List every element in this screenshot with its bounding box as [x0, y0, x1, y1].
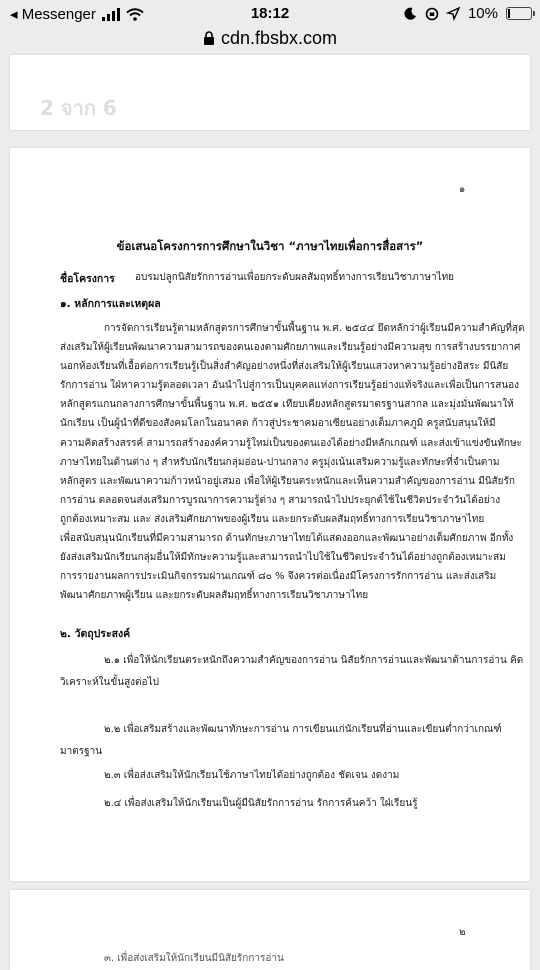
- battery-icon: [506, 7, 532, 20]
- paragraph-line: หลักสูตร และพัฒนาความก้าวหน้าอยู่เสมอ เพื่อให้ผู้เรียนตระหนักและเห็นความสำคัญของการอ่าน มีนิสัยรัก: [60, 475, 515, 487]
- moon-icon: [404, 7, 417, 20]
- clock: 18:12: [250, 5, 290, 22]
- objective-1-cont: วิเคราะห์ในขั้นสูงต่อไป: [60, 677, 159, 688]
- paragraph-line: เพื่อสนับสนุนนักเรียนที่มีความสามารถ ด้านทักษะภาษาไทยได้แสดงออกและพัฒนาอย่างเต็มศักยภาพ อีกทั้ง: [60, 533, 514, 545]
- section-1-heading: ๑. หลักการและเหตุผล: [60, 298, 161, 310]
- paragraph-line: การจัดการเรียนรู้ตามหลักสูตรการศึกษาขั้นพื้นฐาน พ.ศ. ๒๕๔๔ ยึดหลักว่าผู้เรียนมีความสำคัญที่สุด: [104, 323, 525, 334]
- paragraph-line: ยังส่งเสริมนักเรียนกลุ่มอื่นให้มีทักษะความรู้และสามารถนำไปใช้ในชีวิตประจำวันได้อย่างถูกต้องเหมาะสม: [60, 552, 506, 564]
- paragraph-line: หลักสูตรแกนกลางการศึกษาขั้นพื้นฐาน พ.ศ. ๒๕๕๑ เทียบเคียงหลักสูตรมาตรฐานสากล และมุ่งมั่นพัฒนาให้: [60, 399, 514, 411]
- page-indicator: 2 จาก 6: [40, 96, 117, 120]
- objective-2: ๒.๒ เพื่อเสริมสร้างและพัฒนาทักษะการอ่าน การเขียนแก่นักเรียนที่อ่านและเขียนต่ำกว่าเกณฑ์: [104, 724, 502, 735]
- paragraph-line: การอ่าน ตลอดจนส่งเสริมการบูรณาการความรู้ต่าง ๆ สามารถนำไปประยุกต์ใช้ในชีวิตประจำวันได้อย่าง: [60, 494, 501, 506]
- project-label: ชื่อโครงการ: [60, 273, 115, 285]
- paragraph-line: นอกห้องเรียนที่เอื้อต่อการเรียนรู้เป็นสิ่งสำคัญอย่างหนึ่งที่ส่งเสริมให้ผู้เรียนแสวงหาความรู้อย่างอิสระ มีนิสัย: [60, 361, 509, 373]
- paragraph-line: ถูกต้องเหมาะสม และ ส่งเสริมศักยภาพของผู้เรียน และยกระดับผลสัมฤทธิ์ทางการเรียนวิชาภาษาไทย: [60, 513, 485, 525]
- objective-1: ๒.๑ เพื่อให้นักเรียนตระหนักถึงความสำคัญของการอ่าน นิสัยรักการอ่านและพัฒนาด้านการอ่าน คิด: [104, 655, 524, 666]
- objective-4: ๒.๔ เพื่อส่งเสริมให้นักเรียนเป็นผู้มีนิสัยรักการอ่าน รักการค้นคว้า ใฝ่เรียนรู้: [104, 798, 418, 809]
- page-number: ๑: [459, 184, 466, 195]
- battery-percent: 10%: [467, 5, 498, 22]
- paragraph-line: นักเรียน เป็นผู้นำที่ดีของสังคมโลกในอนาคต ก้าวสู่ประชาคมอาเซียนอย่างเต็มภาคภูมิ ครูสนับสนุนให้มี: [60, 418, 496, 430]
- paragraph-line: รักการอ่าน ใฝ่หาความรู้ตลอดเวลา อันนำไปสู่การเป็นบุคคลแห่งการเรียนรู้อย่างแท้จริงและเพื่อเป็นการสนอง: [60, 380, 520, 392]
- status-bar: [0, 0, 540, 28]
- back-to-app-label[interactable]: ◂ Messenger: [10, 6, 96, 23]
- paragraph-line: ความคิดสร้างสรรค์ สามารถสร้างองค์ความรู้ใหม่เป็นของตนเองได้อย่างมีหลักเกณฑ์ และส่งเข้าแข่งขันทักษะ: [60, 437, 522, 449]
- section-1-paragraph: [60, 319, 525, 605]
- next-page-text-partial: ๓. เพื่อส่งเสริมให้นักเรียนมีนิสัยรักการอ่าน: [104, 953, 284, 964]
- project-name: อบรมปลูกนิสัยรักการอ่านเพื่อยกระดับผลสัมฤทธิ์ทางการเรียนวิชาภาษาไทย: [135, 272, 455, 283]
- section-2-heading: ๒. วัตถุประสงค์: [60, 628, 131, 640]
- objective-2-cont: มาตรฐาน: [60, 746, 103, 757]
- paragraph-line: ส่งเสริมให้ผู้เรียนพัฒนาความสามารถของตนเองตามศักยภาพและเรียนรู้อย่างมีความสุข การสร้างบรรยากาศ: [60, 342, 521, 354]
- objective-3: ๒.๓ เพื่อส่งเสริมให้นักเรียนใช้ภาษาไทยได้อย่างถูกต้อง ชัดเจน งดงาม: [104, 770, 400, 781]
- lock-icon: [203, 31, 215, 46]
- location-arrow-icon: [447, 7, 460, 20]
- paragraph-line: พัฒนาศักยภาพผู้เรียน และยกระดับผลสัมฤทธิ์ทางการเรียนวิชาภาษาไทย: [60, 590, 369, 602]
- address-bar[interactable]: [0, 26, 540, 50]
- rotation-lock-icon: [425, 7, 439, 21]
- document-title: ข้อเสนอโครงการการศึกษาในวิชา “ภาษาไทยเพื่อการสื่อสาร”: [116, 239, 424, 253]
- paragraph-line: ภาษาไทยในด้านต่าง ๆ สำหรับนักเรียนกลุ่มอ่อน-ปานกลาง ครูมุ่งเน้นเสริมความรู้และทักษะที่จำเป็นตาม: [60, 456, 500, 468]
- paragraph-line: การรายงานผลการประเมินกิจกรรมผ่านเกณฑ์ ๘๐ % จึงควรต่อเนื่องมีโครงการรักการอ่าน และส่งเสริม: [60, 571, 497, 583]
- url-text[interactable]: cdn.fbsbx.com: [220, 27, 338, 48]
- page-number: ๒: [459, 927, 466, 938]
